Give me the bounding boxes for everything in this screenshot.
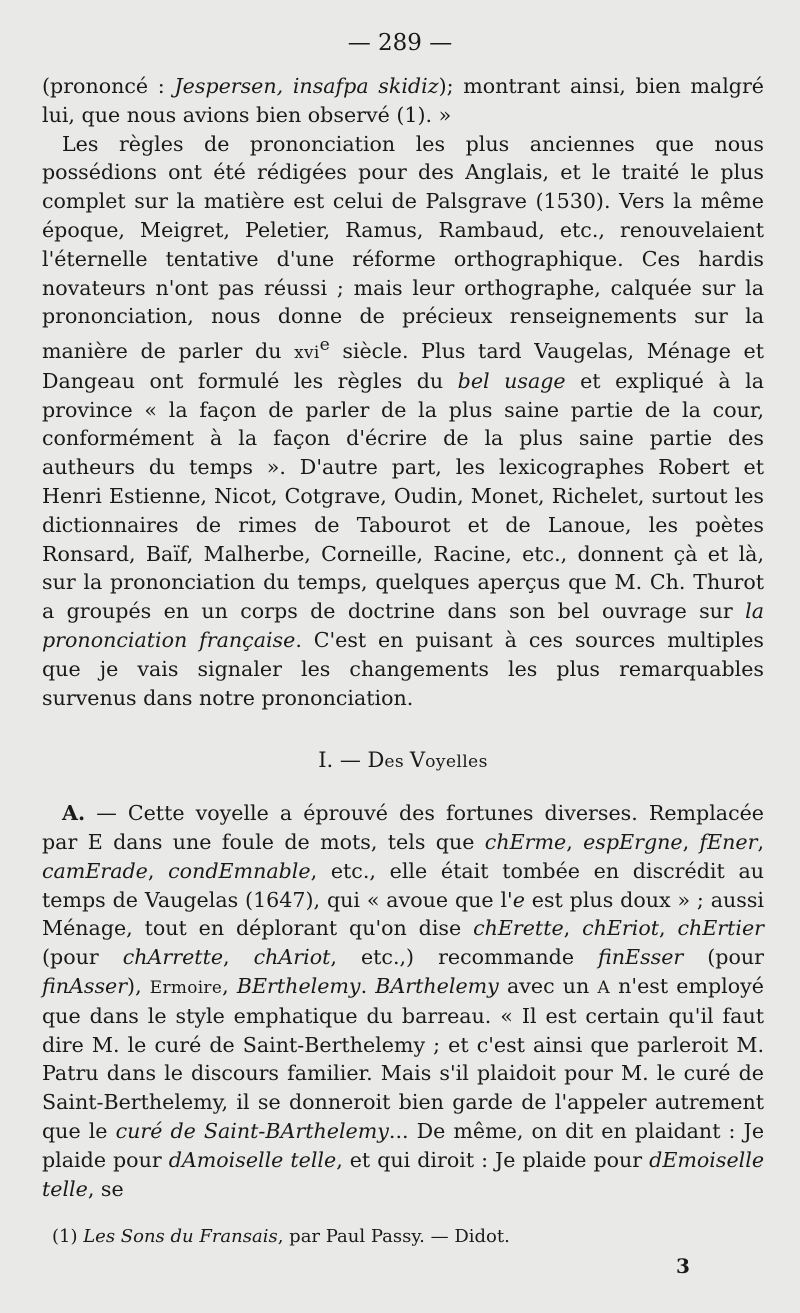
paragraph-continuation: (prononcé : Jespersen, insafpa skidiz); montrant ainsi, bien malgré lui, que nous avions bien observé (1). » [42, 74, 764, 127]
letter-a: A. [62, 801, 86, 826]
signature-mark: 3 [676, 1254, 690, 1278]
section-heading: I. — Des Voyelles [318, 748, 488, 773]
paragraph-sources: Les règles de prononciation les plus anciennes que nous possédions ont été rédigées pour des Anglais, et le traité le plus complet sur la matière est celui de Palsgrave (1530). Vers la même époque, Meigret, Peletier, Ramus, Rambaud, etc., renouvelaient l'éternelle tentative d'une réforme orthographique. Ces hardis novateurs n'ont pas réussi ; mais leur orthographe, calquée sur la prononciation, nous donne de précieux renseignements sur la manière de parler du xvi$^e$ siècle. Plus tard Vaugelas, Ménage et Dangeau ont formulé les règles du bel usage et expliqué à la province « la façon de parler de la plus saine partie de la cour, conformément à la façon d'écrire de la plus saine partie des autheurs du temps ». D'autre part, les lexicographes Robert et Henri Estienne, Nicot, Cotgrave, Oudin, Monet, Richelet, surtout les dictionnaires de rimes de Tabourot et de Lanoue, les poètes Ronsard, Baïf, Malherbe, Corneille, Racine, etc., donnent çà et là, sur la prononciation du temps, quelques aperçus que M. Ch. Thurot a groupés en un corps de doctrine dans son bel ouvrage sur la prononciation française. C'est en puisant à ces sources multiples que je vais signaler les changements les plus remarquables survenus dans notre prononciation. [42, 131, 764, 710]
paragraph-vowel-a: A. — Cette voyelle a éprouvé des fortunes diverses. Remplacée par E dans une foule de mots, tels que chErme, espErgne, fEner, camErade, condEmnable, etc., elle était tombée en discrédit au temps de Vaugelas (1647), qui « avoue que l'e est plus doux » ; aussi Ménage, tout en déplorant qu'on dise chErette, chEriot, chErtier (pour chArrette, chAriot, etc.,) recommande finEsser (pour finAsser), Ermoire, BErthelemy. BArthelemy avec un A n'est employé que dans le style emphatique du barreau. « Il est certain qu'il faut dire M. le curé de Saint-Berthelemy ; et c'est ainsi que parleroit M. Patru dans le discours familier. Mais s'il plaidoit pour M. le curé de Saint-Berthelemy, il se donneroit bien garde de l'appeler autrement que le curé de Saint-BArthelemy... De même, on dit en plaidant : Je plaide pour dAmoiselle telle, et qui diroit : Je plaide pour dEmoiselle telle, se [42, 801, 765, 1201]
page-body [42, 72, 764, 1203]
page-number: — 289 — [347, 30, 453, 56]
footnote: (1) Les Sons du Fransais, par Paul Passy. — Didot. [52, 1226, 510, 1247]
